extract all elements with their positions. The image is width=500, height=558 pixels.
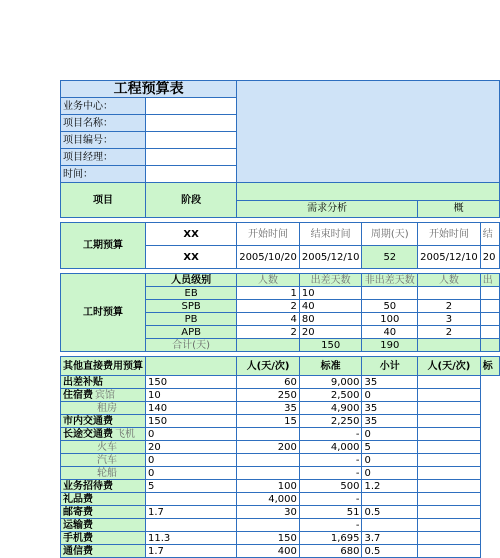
schedule-cell: 开始时间: [418, 223, 481, 246]
expense-category: 手机费: [63, 532, 93, 544]
expense-cell[interactable]: [237, 454, 300, 467]
section-other-costs: 其他直接费用预算: [61, 357, 146, 376]
expense-category: 业务招待费: [63, 480, 113, 492]
expense-cell[interactable]: 35: [362, 402, 418, 415]
table-row: [61, 532, 500, 545]
expense-cell[interactable]: 140: [146, 402, 237, 415]
hours-total-cell: [480, 339, 499, 352]
other-header: 标准: [299, 357, 362, 376]
expense-subcategory: 轮船: [97, 467, 117, 479]
table-row: [61, 519, 500, 532]
schedule-row-name: XX: [146, 223, 237, 246]
schedule-cell: 20: [480, 246, 499, 269]
expense-category: 邮寄费: [63, 506, 93, 518]
other-header: 小计: [362, 357, 418, 376]
expense-cell[interactable]: [418, 376, 481, 389]
expense-cell[interactable]: 500: [299, 480, 362, 493]
expense-cell[interactable]: 4,900: [299, 402, 362, 415]
schedule-cell: 开始时间: [237, 223, 300, 246]
stage-header-band: [237, 183, 500, 201]
hours-cell[interactable]: 80: [299, 313, 362, 326]
expense-cell[interactable]: [418, 441, 481, 454]
expense-cell[interactable]: -: [299, 454, 362, 467]
expense-cell[interactable]: 150: [146, 415, 237, 428]
expense-cell[interactable]: 1,695: [299, 532, 362, 545]
expense-cell[interactable]: -: [299, 493, 362, 506]
expense-cell[interactable]: 150: [146, 376, 237, 389]
expense-cell[interactable]: 3.7: [362, 532, 418, 545]
hours-cell[interactable]: [418, 287, 481, 300]
expense-cell[interactable]: 4,000: [299, 441, 362, 454]
hours-total-cell: [418, 339, 481, 352]
stage-name: 概: [418, 200, 500, 218]
expense-cell[interactable]: 1.7: [146, 506, 237, 519]
hours-cell[interactable]: 2: [418, 300, 481, 313]
expense-cell[interactable]: [418, 519, 481, 532]
schedule-cell: 结: [480, 223, 499, 246]
expense-cell[interactable]: [418, 506, 481, 519]
info-value-field[interactable]: [146, 98, 237, 115]
hours-cell[interactable]: 1: [237, 287, 300, 300]
expense-cell[interactable]: [418, 532, 481, 545]
hours-cell[interactable]: [480, 326, 499, 339]
expense-cell[interactable]: [237, 428, 300, 441]
info-label: 时间：: [61, 166, 146, 183]
expense-cell[interactable]: 4,000: [237, 493, 300, 506]
schedule-cell: 52: [362, 246, 418, 269]
expense-cell[interactable]: 0.5: [362, 506, 418, 519]
expense-label: [61, 545, 146, 558]
expense-cell[interactable]: 35: [362, 376, 418, 389]
stage-name: 需求分析: [237, 200, 418, 218]
expense-category: 长途交通费: [63, 428, 113, 440]
hours-header: 人员级别: [146, 274, 237, 287]
info-label: 项目编号：: [61, 132, 146, 149]
hours-cell[interactable]: 3: [418, 313, 481, 326]
expense-label: [61, 415, 146, 428]
hours-header: 人数: [237, 274, 300, 287]
expense-cell[interactable]: [418, 402, 481, 415]
hours-header: 人数: [418, 274, 481, 287]
expense-cell[interactable]: [418, 480, 481, 493]
expense-cell[interactable]: 150: [237, 532, 300, 545]
info-value-field[interactable]: [146, 166, 237, 183]
expense-label: [61, 428, 146, 441]
expense-cell[interactable]: 400: [237, 545, 300, 558]
hours-cell[interactable]: 40: [362, 326, 418, 339]
hours-total-cell: [237, 339, 300, 352]
expense-cell[interactable]: 2,500: [299, 389, 362, 402]
info-label: 项目名称：: [61, 115, 146, 132]
expense-label: [61, 480, 146, 493]
table-row: [61, 441, 500, 454]
expense-label: [61, 441, 146, 454]
other-header-blank: [146, 357, 237, 376]
expense-subcategory: 宾馆: [95, 389, 115, 401]
hours-cell[interactable]: 2: [237, 300, 300, 313]
expense-category: 通信费: [63, 545, 93, 557]
expense-cell[interactable]: 35: [237, 402, 300, 415]
expense-cell[interactable]: [418, 467, 481, 480]
sheet-title: 工程预算表: [61, 81, 237, 98]
expense-cell[interactable]: 1.2: [362, 480, 418, 493]
schedule-cell: 2005/12/10: [299, 246, 362, 269]
expense-label: [61, 532, 146, 545]
expense-cell[interactable]: [418, 545, 481, 558]
info-label: 业务中心：: [61, 98, 146, 115]
table-row: [61, 454, 500, 467]
hours-cell[interactable]: [480, 300, 499, 313]
hours-cell[interactable]: 4: [237, 313, 300, 326]
table-row: [61, 545, 500, 558]
expense-cell[interactable]: 0: [362, 454, 418, 467]
other-header: 人(天/次): [418, 357, 481, 376]
hours-level: APB: [146, 326, 237, 339]
expense-cell[interactable]: 15: [237, 415, 300, 428]
budget-table: [60, 80, 500, 558]
info-label: 项目经理：: [61, 149, 146, 166]
table-row: [61, 402, 500, 415]
expense-cell[interactable]: [418, 493, 481, 506]
expense-cell[interactable]: 60: [237, 376, 300, 389]
col-header-project: 项目: [61, 183, 146, 218]
expense-cell[interactable]: 200: [237, 441, 300, 454]
section-schedule: 工期预算: [61, 223, 146, 269]
info-value-field[interactable]: [146, 149, 237, 166]
hours-cell[interactable]: 40: [299, 300, 362, 313]
col-header-stage: 阶段: [146, 183, 237, 218]
expense-label: [61, 519, 146, 532]
hours-header: 出: [480, 274, 499, 287]
expense-cell[interactable]: [237, 519, 300, 532]
expense-cell[interactable]: [146, 493, 237, 506]
expense-cell[interactable]: 11.3: [146, 532, 237, 545]
expense-cell[interactable]: 9,000: [299, 376, 362, 389]
expense-cell[interactable]: 20: [146, 441, 237, 454]
expense-subcategory: 火车: [97, 441, 117, 453]
expense-cell[interactable]: 5: [362, 441, 418, 454]
hours-total-cell: 150: [299, 339, 362, 352]
hours-level: PB: [146, 313, 237, 326]
table-row: [61, 428, 500, 441]
expense-cell[interactable]: [362, 519, 418, 532]
expense-label: [61, 467, 146, 480]
expense-category: 市内交通费: [63, 415, 113, 427]
hours-cell[interactable]: 2: [237, 326, 300, 339]
expense-label: [61, 389, 146, 402]
expense-cell[interactable]: [418, 415, 481, 428]
expense-cell[interactable]: 0: [362, 389, 418, 402]
hours-cell[interactable]: [362, 287, 418, 300]
hours-total-label: 合计(天): [146, 339, 237, 352]
expense-label: [61, 506, 146, 519]
other-header: 人(天/次): [237, 357, 300, 376]
expense-cell[interactable]: 0: [146, 454, 237, 467]
expense-cell[interactable]: [418, 454, 481, 467]
expense-category: 出差补贴: [63, 376, 103, 388]
expense-cell[interactable]: -: [299, 519, 362, 532]
expense-cell[interactable]: 0.5: [362, 545, 418, 558]
expense-cell[interactable]: 10: [146, 389, 237, 402]
header-blank-area: [237, 81, 500, 183]
hours-header: 非出差天数: [362, 274, 418, 287]
hours-cell[interactable]: 20: [299, 326, 362, 339]
hours-level: SPB: [146, 300, 237, 313]
expense-cell[interactable]: 0: [362, 428, 418, 441]
expense-label: [61, 376, 146, 389]
expense-cell[interactable]: 5: [146, 480, 237, 493]
expense-label: [61, 493, 146, 506]
hours-cell[interactable]: [480, 313, 499, 326]
other-header: 标: [480, 357, 499, 376]
expense-label: [61, 402, 146, 415]
expense-cell[interactable]: 2,250: [299, 415, 362, 428]
expense-cell[interactable]: 51: [299, 506, 362, 519]
expense-cell[interactable]: 100: [237, 480, 300, 493]
expense-cell[interactable]: [362, 493, 418, 506]
expense-cell[interactable]: [418, 428, 481, 441]
schedule-cell: 2005/12/10: [418, 246, 481, 269]
expense-subcategory: 汽车: [97, 454, 117, 466]
info-value-field[interactable]: [146, 132, 237, 149]
expense-cell[interactable]: [418, 389, 481, 402]
hours-cell[interactable]: 100: [362, 313, 418, 326]
expense-cell[interactable]: 30: [237, 506, 300, 519]
table-row: [61, 376, 500, 389]
hours-total-cell: 190: [362, 339, 418, 352]
info-value-field[interactable]: [146, 115, 237, 132]
schedule-row-name: XX: [146, 246, 237, 269]
expense-cell[interactable]: -: [299, 428, 362, 441]
budget-sheet: [60, 80, 500, 558]
hours-cell[interactable]: 10: [299, 287, 362, 300]
table-row: [61, 467, 500, 480]
expense-cell[interactable]: 680: [299, 545, 362, 558]
table-row: [61, 480, 500, 493]
expense-subcategory: 飞机: [115, 428, 135, 440]
hours-level: EB: [146, 287, 237, 300]
expense-cell[interactable]: -: [299, 467, 362, 480]
schedule-cell: 结束时间: [299, 223, 362, 246]
expense-subcategory: 租房: [97, 402, 117, 414]
expense-cell[interactable]: [146, 519, 237, 532]
expense-cell[interactable]: 0: [362, 467, 418, 480]
hours-cell[interactable]: 2: [418, 326, 481, 339]
schedule-cell: 周期(天): [362, 223, 418, 246]
expense-category: 住宿费: [63, 389, 93, 401]
expense-cell[interactable]: 35: [362, 415, 418, 428]
expense-cell[interactable]: 250: [237, 389, 300, 402]
expense-category: 运输费: [63, 519, 93, 531]
hours-cell[interactable]: [480, 287, 499, 300]
expense-cell[interactable]: 0: [146, 428, 237, 441]
expense-label: [61, 454, 146, 467]
expense-category: 礼品费: [63, 493, 93, 505]
expense-cell[interactable]: 0: [146, 467, 237, 480]
table-row: [61, 506, 500, 519]
hours-header: 出差天数: [299, 274, 362, 287]
expense-cell[interactable]: 1.7: [146, 545, 237, 558]
schedule-cell: 2005/10/20: [237, 246, 300, 269]
section-hours: 工时预算: [61, 274, 146, 352]
table-row: [61, 415, 500, 428]
hours-cell[interactable]: 50: [362, 300, 418, 313]
expense-cell[interactable]: [237, 467, 300, 480]
table-row: [61, 389, 500, 402]
table-row: [61, 493, 500, 506]
